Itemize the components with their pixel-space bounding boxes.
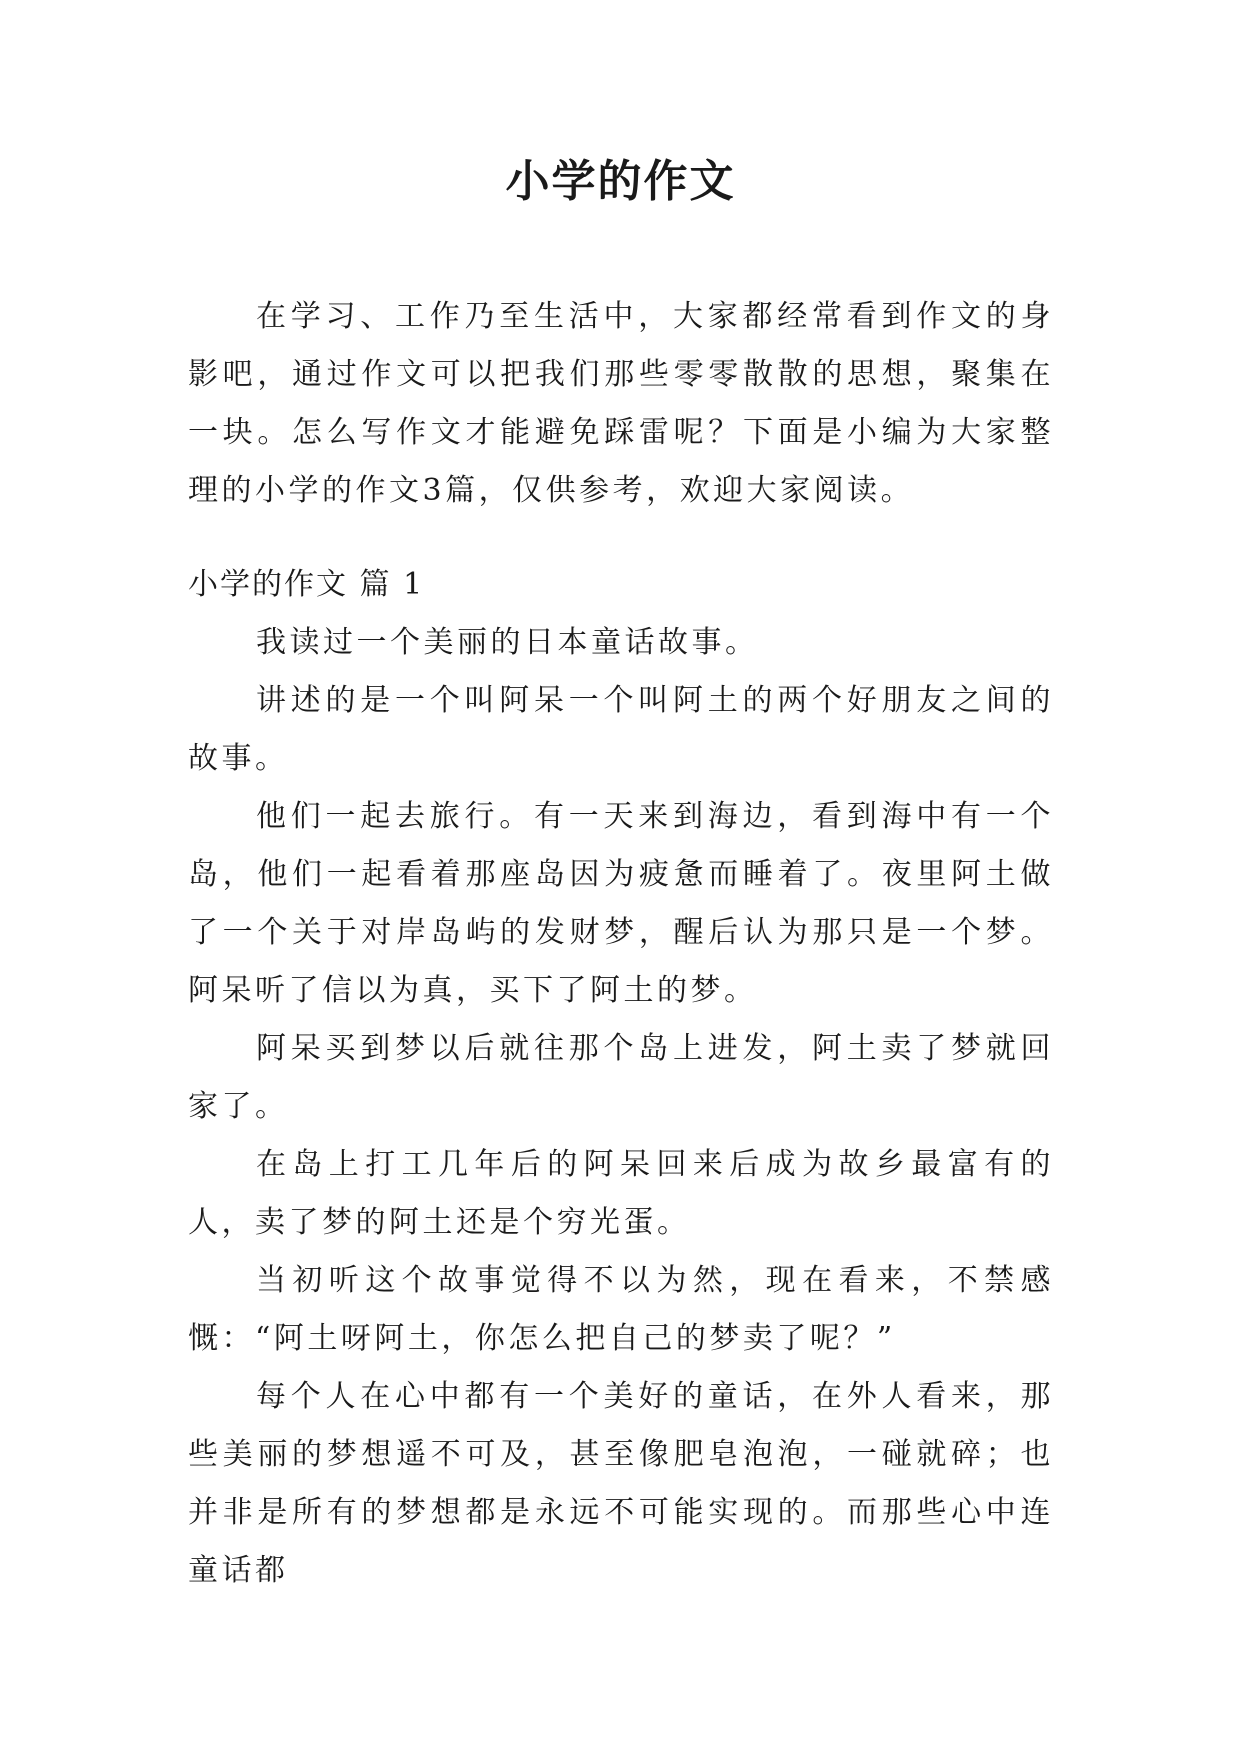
intro-paragraph: 在学习、工作乃至生活中，大家都经常看到作文的身影吧，通过作文可以把我们那些零零散散的思想，聚集在一块。怎么写作文才能避免踩雷呢？下面是小编为大家整理的小学的作文3篇，仅供参考，欢迎大家阅读。 xyxy=(188,299,1054,508)
paragraph: 讲述的是一个叫阿呆一个叫阿土的两个好朋友之间的故事。 xyxy=(188,683,1054,776)
document-body xyxy=(188,288,1054,1600)
document-title: 小学的作文 xyxy=(505,156,736,207)
paragraph: 他们一起去旅行。有一天来到海边，看到海中有一个岛，他们一起看着那座岛因为疲惫而睡着了。夜里阿土做了一个关于对岸岛屿的发财梦，醒后认为那只是一个梦。阿呆听了信以为真，买下了阿土的梦。 xyxy=(188,799,1054,1008)
paragraph: 当初听这个故事觉得不以为然，现在看来，不禁感慨：“阿土呀阿土，你怎么把自己的梦卖了呢？” xyxy=(188,1263,1054,1356)
paragraph: 在岛上打工几年后的阿呆回来后成为故乡最富有的人，卖了梦的阿土还是个穷光蛋。 xyxy=(188,1147,1054,1240)
paragraph: 阿呆买到梦以后就往那个岛上进发，阿土卖了梦就回家了。 xyxy=(188,1031,1054,1124)
paragraph: 我读过一个美丽的日本童话故事。 xyxy=(256,625,759,660)
section-heading: 小学的作文 篇 1 xyxy=(188,567,425,602)
paragraph: 每个人在心中都有一个美好的童话，在外人看来，那些美丽的梦想遥不可及，甚至像肥皂泡泡，一碰就碎；也并非是所有的梦想都是永远不可能实现的。而那些心中连童话都 xyxy=(188,1379,1054,1588)
